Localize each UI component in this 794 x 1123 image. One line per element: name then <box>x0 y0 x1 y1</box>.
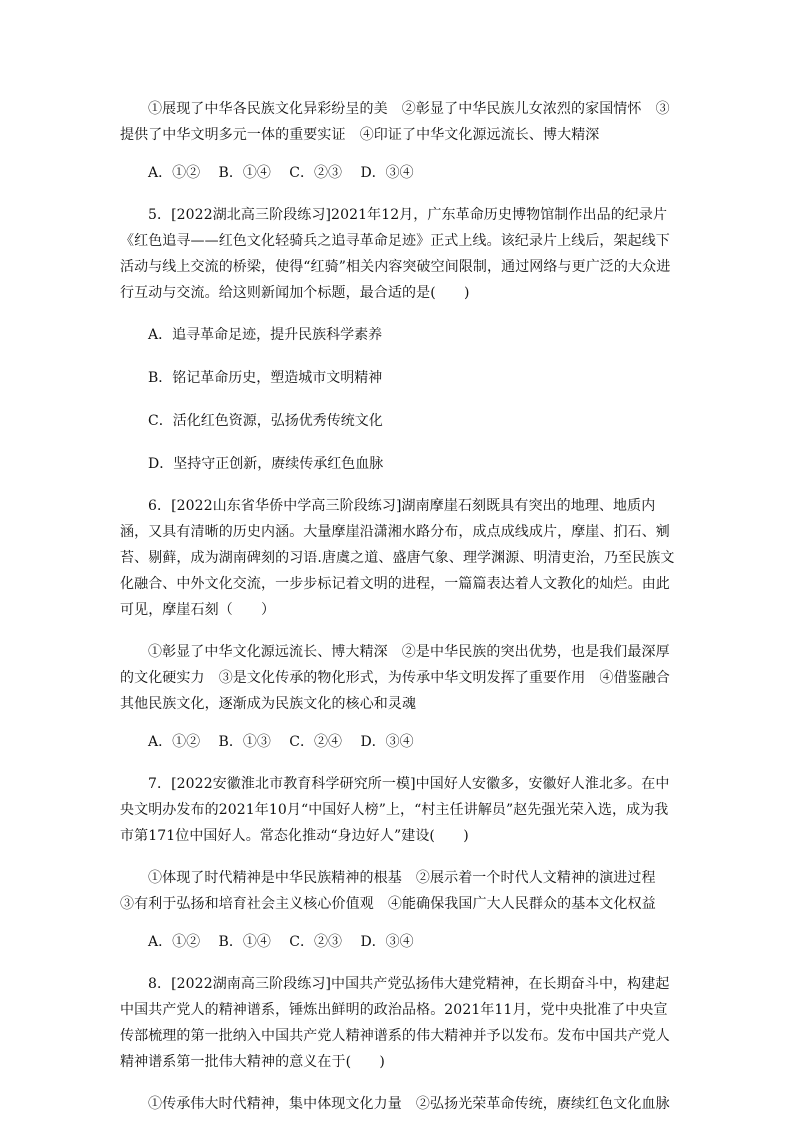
q4-statements: ①展现了中华各民族文化异彩纷呈的美 ②彰显了中华民族儿女浓烈的家国情怀 ③提供了中华文明多元一体的重要实证 ④印证了中华文化源远流长、博大精深 <box>120 101 670 143</box>
q5-option-c: C．活化红色资源，弘扬优秀传统文化 <box>148 413 383 429</box>
q7-statements: ①体现了时代精神是中华民族精神的根基 ②展示着一个时代人文精神的演进过程 ③有利于弘扬和培育社会主义核心价值观 ④能确保我国广大人民群众的基本文化权益 <box>120 870 670 912</box>
q6-options: A．①② B．①③ C．②④ D．③④ <box>148 734 414 750</box>
q5-option-b: B．铭记革命历史，塑造城市文明精神 <box>148 370 383 386</box>
document-page <box>120 96 680 1117</box>
q5-option-d: D．坚持守正创新，赓续传承红色血脉 <box>148 456 384 472</box>
q8-statements: ①传承伟大时代精神，集中体现文化力量 ②弘扬光荣革命传统，赓续红色文化血脉 <box>148 1096 670 1112</box>
q6-statements: ①彰显了中华文化源远流长、博大精深 ②是中华民族的突出优势，也是我们最深厚的文化硬实力 ③是文化传承的物化形式，为传承中华文明发挥了重要作用 ④借鉴融合其他民族文化，逐渐成为民族文化的核心和灵魂 <box>120 644 670 712</box>
q7-stem: 7．[2022安徽淮北市教育科学研究所一模]中国好人安徽多，安徽好人淮北多。在中央文明办发布的2021年10月“中国好人榜”上，“村主任讲解员”赵先强光荣入选，成为我市第171位中国好人。常态化推动“身边好人”建设( ) <box>120 776 670 844</box>
q7-options: A．①② B．①④ C．②③ D．③④ <box>148 934 414 950</box>
q5-option-a: A．追寻革命足迹，提升民族科学素养 <box>148 327 383 343</box>
q4-options: A．①② B．①④ C．②③ D．③④ <box>148 165 414 181</box>
q8-stem: 8．[2022湖南高三阶段练习]中国共产党弘扬伟大建党精神，在长期奋斗中，构建起中国共产党人的精神谱系，锤炼出鲜明的政治品格。2021年11月，党中央批准了中央宣传部梳理的第一批纳入中国共产党人精神谱系的伟大精神并予以发布。发布中国共产党人精神谱系第一批伟大精神的意义在于( ) <box>120 976 670 1070</box>
q6-stem: 6．[2022山东省华侨中学高三阶段练习]湖南摩崖石刻既具有突出的地理、地质内涵，又具有清晰的历史内涵。大量摩崖沿潇湘水路分布，成点成线成片，摩崖、扪石、剜苔、剔藓，成为湖南碑刻的习语.唐虞之道、盛唐气象、理学渊源、明清吏治，乃至民族文化融合、中外文化交流，一步步标记着文明的进程，一篇篇表达着人文教化的灿烂。由此可见，摩崖石刻（ ） <box>120 498 675 618</box>
q5-stem: 5．[2022湖北高三阶段练习]2021年12月，广东革命历史博物馆制作出品的纪录片《红色追寻——红色文化轻骑兵之追寻革命足迹》正式上线。该纪录片上线后，架起线下活动与线上交流的桥梁，使得“红骑”相关内容突破空间限制，通过网络与更广泛的大众进行互动与交流。给这则新闻加个标题，最合适的是( ) <box>120 207 671 301</box>
